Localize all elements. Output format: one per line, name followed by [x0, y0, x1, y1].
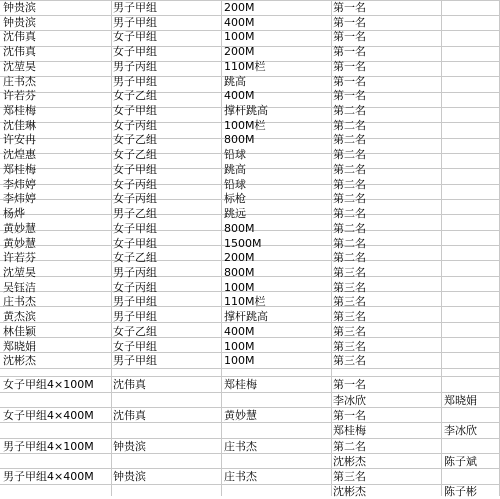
athlete-name-cell[interactable]: 沈煌惠: [3, 148, 36, 161]
athlete-name-cell[interactable]: 李炜婷: [3, 192, 36, 205]
event-cell[interactable]: 1500M: [224, 237, 262, 250]
event-cell[interactable]: 100M: [224, 354, 255, 367]
athlete-name-cell[interactable]: 沈佳琳: [3, 119, 36, 132]
rank-cell[interactable]: 第二名: [333, 148, 366, 161]
row-line: [0, 199, 500, 200]
relay-rank-cell[interactable]: 第二名: [333, 440, 366, 453]
row-line: [0, 184, 500, 185]
row-line: [0, 153, 500, 154]
athlete-name-cell[interactable]: 许若芬: [3, 89, 36, 102]
event-cell[interactable]: 铅球: [224, 178, 246, 191]
rank-cell[interactable]: 第二名: [333, 207, 366, 220]
rank-cell[interactable]: 第二名: [333, 192, 366, 205]
event-cell[interactable]: 800M: [224, 222, 255, 235]
relay-member-cell[interactable]: 庄书杰: [224, 440, 257, 453]
relay-member-cell[interactable]: 沈伟真: [113, 409, 146, 422]
group-cell[interactable]: 女子乙组: [113, 89, 157, 102]
relay-member-cell[interactable]: 沈彬杰: [333, 455, 366, 468]
relay-member-cell[interactable]: 沈伟真: [113, 378, 146, 391]
event-cell[interactable]: 铅球: [224, 148, 246, 161]
athlete-name-cell[interactable]: 沈彬杰: [3, 354, 36, 367]
relay-event-cell[interactable]: 女子甲组4×400M: [3, 409, 94, 422]
col-line: [441, 0, 442, 496]
relay-event-cell[interactable]: 男子甲组4×100M: [3, 440, 94, 453]
relay-member-cell[interactable]: 沈彬杰: [333, 485, 366, 498]
rank-cell[interactable]: 第三名: [333, 325, 366, 338]
relay-member-cell[interactable]: 黄妙慧: [224, 409, 257, 422]
rank-cell[interactable]: 第三名: [333, 310, 366, 323]
relay-member-cell[interactable]: 钟贵滨: [113, 440, 146, 453]
relay-rank-cell[interactable]: 第一名: [333, 409, 366, 422]
group-cell[interactable]: 女子甲组: [113, 340, 157, 353]
athlete-name-cell[interactable]: 郑桂梅: [3, 104, 36, 117]
athlete-name-cell[interactable]: 沈伟真: [3, 45, 36, 58]
event-cell[interactable]: 400M: [224, 325, 255, 338]
athlete-name-cell[interactable]: 许安冉: [3, 133, 36, 146]
rank-cell[interactable]: 第一名: [333, 75, 366, 88]
event-cell[interactable]: 400M: [224, 16, 255, 29]
event-cell[interactable]: 标枪: [224, 192, 246, 205]
athlete-name-cell[interactable]: 黄妙慧: [3, 222, 36, 235]
relay-member-cell[interactable]: 李冰欣: [444, 424, 477, 437]
group-cell[interactable]: 女子甲组: [113, 30, 157, 43]
rank-cell[interactable]: 第三名: [333, 266, 366, 279]
event-cell[interactable]: 跳远: [224, 207, 246, 220]
athlete-name-cell[interactable]: 庄书杰: [3, 295, 36, 308]
group-cell[interactable]: 男子甲组: [113, 75, 157, 88]
athlete-name-cell[interactable]: 钟贵滨: [3, 1, 36, 14]
group-cell[interactable]: 男子甲组: [113, 16, 157, 29]
event-cell[interactable]: 跳高: [224, 163, 246, 176]
event-cell[interactable]: 撑杆跳高: [224, 310, 268, 323]
athlete-name-cell[interactable]: 沈伟真: [3, 30, 36, 43]
athlete-name-cell[interactable]: 林佳颖: [3, 325, 36, 338]
rank-cell[interactable]: 第一名: [333, 16, 366, 29]
group-cell[interactable]: 男子丙组: [113, 60, 157, 73]
event-cell[interactable]: 撑杆跳高: [224, 104, 268, 117]
relay-member-cell[interactable]: 李冰欣: [333, 394, 366, 407]
group-cell[interactable]: 女子甲组: [113, 104, 157, 117]
relay-member-cell[interactable]: 郑晓娟: [444, 394, 477, 407]
group-cell[interactable]: 男子甲组: [113, 1, 157, 14]
athlete-name-cell[interactable]: 吴钰洁: [3, 281, 36, 294]
row-line: [0, 168, 500, 169]
relay-member-cell[interactable]: 钟贵滨: [113, 470, 146, 483]
event-cell[interactable]: 跳高: [224, 75, 246, 88]
athlete-name-cell[interactable]: 钟贵滨: [3, 16, 36, 29]
event-cell[interactable]: 200M: [224, 45, 255, 58]
rank-cell[interactable]: 第一名: [333, 60, 366, 73]
group-cell[interactable]: 女子甲组: [113, 45, 157, 58]
row-line: [0, 484, 500, 485]
row-line: [0, 368, 500, 369]
athlete-name-cell[interactable]: 许若芬: [3, 251, 36, 264]
relay-rank-cell[interactable]: 第三名: [333, 470, 366, 483]
event-cell[interactable]: 200M: [224, 1, 255, 14]
group-cell[interactable]: 女子丙组: [113, 281, 157, 294]
rank-cell[interactable]: 第三名: [333, 281, 366, 294]
event-cell[interactable]: 110M栏: [224, 295, 266, 308]
group-cell[interactable]: 男子甲组: [113, 295, 157, 308]
group-cell[interactable]: 女子甲组: [113, 237, 157, 250]
athlete-name-cell[interactable]: 李炜婷: [3, 178, 36, 191]
rank-cell[interactable]: 第二名: [333, 163, 366, 176]
group-cell[interactable]: 男子丙组: [113, 266, 157, 279]
rank-cell[interactable]: 第二名: [333, 178, 366, 191]
rank-cell[interactable]: 第二名: [333, 237, 366, 250]
group-cell[interactable]: 女子甲组: [113, 163, 157, 176]
athlete-name-cell[interactable]: 庄书杰: [3, 75, 36, 88]
group-cell[interactable]: 女子乙组: [113, 148, 157, 161]
rank-cell[interactable]: 第二名: [333, 222, 366, 235]
athlete-name-cell[interactable]: 沈堃昊: [3, 60, 36, 73]
col-line: [111, 0, 112, 496]
rank-cell[interactable]: 第一名: [333, 30, 366, 43]
relay-member-cell[interactable]: 陈子彬: [444, 485, 477, 498]
col-line: [221, 0, 222, 496]
group-cell[interactable]: 女子乙组: [113, 133, 157, 146]
rank-cell[interactable]: 第三名: [333, 354, 366, 367]
relay-rank-cell[interactable]: 第一名: [333, 378, 366, 391]
rank-cell[interactable]: 第三名: [333, 295, 366, 308]
group-cell[interactable]: 女子丙组: [113, 192, 157, 205]
group-cell[interactable]: 女子乙组: [113, 325, 157, 338]
relay-member-cell[interactable]: 郑桂梅: [224, 378, 257, 391]
athlete-name-cell[interactable]: 郑晓娟: [3, 340, 36, 353]
event-cell[interactable]: 110M栏: [224, 60, 266, 73]
rank-cell[interactable]: 第二名: [333, 119, 366, 132]
relay-event-cell[interactable]: 男子甲组4×400M: [3, 470, 94, 483]
group-cell[interactable]: 男子甲组: [113, 310, 157, 323]
event-cell[interactable]: 800M: [224, 266, 255, 279]
athlete-name-cell[interactable]: 郑桂梅: [3, 163, 36, 176]
row-line: [0, 76, 500, 77]
rank-cell[interactable]: 第一名: [333, 89, 366, 102]
group-cell[interactable]: 男子乙组: [113, 207, 157, 220]
relay-member-cell[interactable]: 陈子斌: [444, 455, 477, 468]
rank-cell[interactable]: 第二名: [333, 133, 366, 146]
athlete-name-cell[interactable]: 黄杰滨: [3, 310, 36, 323]
group-cell[interactable]: 女子甲组: [113, 222, 157, 235]
event-cell[interactable]: 100M: [224, 30, 255, 43]
athlete-name-cell[interactable]: 黄妙慧: [3, 237, 36, 250]
relay-event-cell[interactable]: 女子甲组4×100M: [3, 378, 94, 391]
athlete-name-cell[interactable]: 杨烨: [3, 207, 25, 220]
group-cell[interactable]: 男子甲组: [113, 354, 157, 367]
group-cell[interactable]: 女子丙组: [113, 178, 157, 191]
rank-cell[interactable]: 第三名: [333, 340, 366, 353]
event-cell[interactable]: 100M: [224, 281, 255, 294]
rank-cell[interactable]: 第二名: [333, 104, 366, 117]
event-cell[interactable]: 800M: [224, 133, 255, 146]
col-line: [331, 0, 332, 496]
group-cell[interactable]: 女子乙组: [113, 251, 157, 264]
group-cell[interactable]: 女子丙组: [113, 119, 157, 132]
rank-cell[interactable]: 第一名: [333, 1, 366, 14]
event-cell[interactable]: 400M: [224, 89, 255, 102]
rank-cell[interactable]: 第一名: [333, 45, 366, 58]
row-line: [0, 392, 500, 393]
event-cell[interactable]: 100M: [224, 340, 255, 353]
relay-member-cell[interactable]: 郑桂梅: [333, 424, 366, 437]
row-line: [0, 214, 500, 215]
event-cell[interactable]: 100M栏: [224, 119, 266, 132]
rank-cell[interactable]: 第二名: [333, 251, 366, 264]
relay-member-cell[interactable]: 庄书杰: [224, 470, 257, 483]
event-cell[interactable]: 200M: [224, 251, 255, 264]
athlete-name-cell[interactable]: 沈堃昊: [3, 266, 36, 279]
